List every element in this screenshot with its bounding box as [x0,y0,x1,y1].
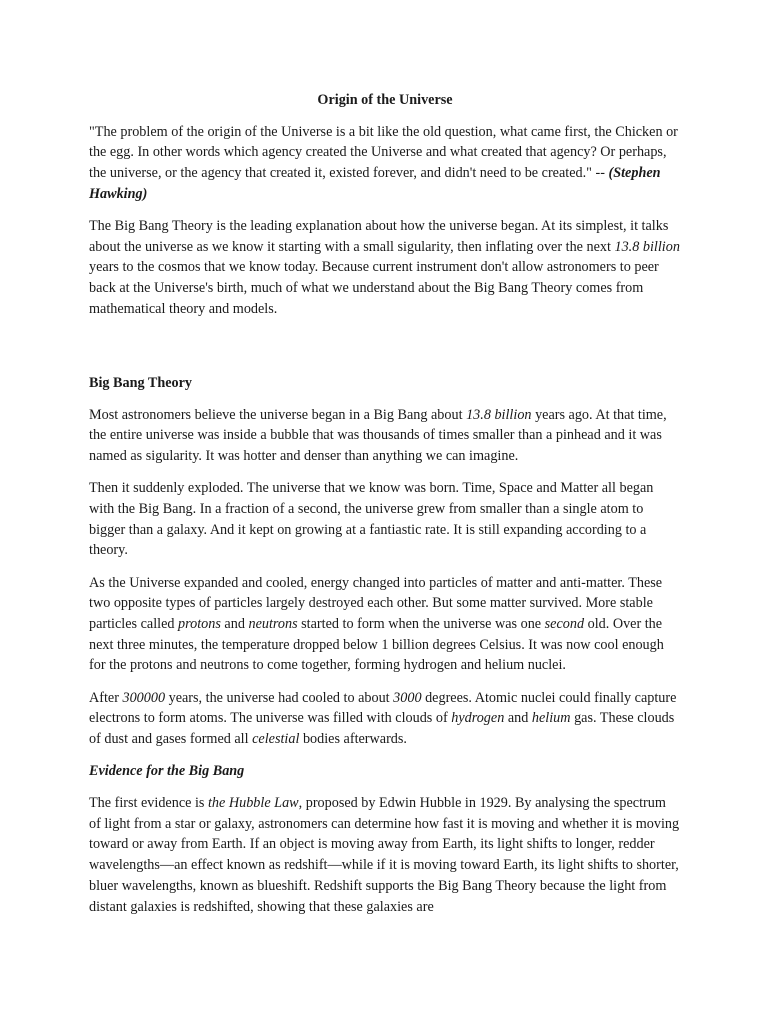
document-body [89,90,681,929]
p4-text-4: and [504,710,532,727]
p1-emphasis-age: 13.8 billion [466,406,532,423]
p3-text-1: As the Universe expanded and cooled, energy changed into particles of matter and anti-matter. These two opposite types of particles largely destroyed each other. But some matter survived. More stable particles called [89,574,663,633]
p3-text-4: old. Over the next three minutes, the temperature dropped below 1 billion degrees Celsius. It was now cool enough for the protons and neutrons to come together, forming hydrogen and helium nuclei. [89,616,664,674]
p3-emphasis-protons: protons [178,616,221,633]
section-heading-big-bang-theory: Big Bang Theory [89,375,193,392]
big-bang-paragraph-3 [89,573,681,677]
p4-emphasis-hydrogen: hydrogen [451,710,505,727]
intro-emphasis-age: 13.8 billion [614,238,680,255]
p4-emphasis-degrees: 3000 [393,689,422,706]
p4-emphasis-celestial: celestial [252,731,300,748]
section-heading-evidence: Evidence for the Big Bang [89,763,245,780]
hawking-quote [89,122,681,205]
big-bang-paragraph-1 [89,405,681,467]
p3-emphasis-second: second [544,616,585,633]
e1-text-1: The first evidence is [89,794,208,811]
p4-emphasis-years: 300000 [122,689,166,706]
p4-text-3: degrees. Atomic nuclei could finally capture electrons to form atoms. The universe was filled with clouds of [89,689,677,727]
e1-text-2: , proposed by Edwin Hubble in 1929. By analysing the spectrum of light from a star or galaxy, astronomers can determine how fast it is moving and whether it is moving toward or away from Earth. If an object is moving away from Earth, its light shifts to longer, redder wavelengths—an effect known as redshift—while if it is moving toward Earth, its light shifts to shorter, bluer wavelengths, known as blueshift. Redshift supports the Big Bang Theory because the light from distant galaxies is redshifted, showing that these galaxies are [89,794,680,915]
quote-text: "The problem of the origin of the Universe is a bit like the old question, what came first, the Chicken or the egg. In other words which agency created the Universe and what created that agency? Or perhaps, the universe, or the agency that created it, existed forever, and didn't need to be created." -- [89,123,678,182]
quote-attribution: (Stephen Hawking) [89,165,661,202]
p1-text-2: years ago. At that time, the entire universe was inside a bubble that was thousands of times smaller than a pinhead and it was named as sigularity. It was hotter and denser than anything we can imagine. [89,406,667,465]
page-title: Origin of the Universe [317,92,453,108]
p4-text-2: years, the universe had cooled to about [165,689,394,706]
p4-text-1: After [89,689,123,706]
section-spacer [89,331,681,373]
big-bang-paragraph-2: Then it suddenly exploded. The universe that we know was born. Time, Space and Matter all began with the Big Bang. In a fraction of a second, the universe grew from smaller than a single atom to bigger than a galaxy. And it kept on growing at a fantiastic rate. It is still expanding according to a theory. [89,480,654,559]
p4-text-5: gas. These clouds of dust and gases formed all [89,710,675,748]
p4-emphasis-helium: helium [531,710,571,727]
e1-emphasis-hubble-law: the Hubble Law [207,794,299,811]
intro-text-1: The Big Bang Theory is the leading explanation about how the universe began. At its simplest, it talks about the universe as we know it starting with a small sigularity, then inflating over the next [89,218,669,255]
evidence-paragraph-1 [89,793,681,917]
p1-text-1: Most astronomers believe the universe began in a Big Bang about [89,406,467,423]
big-bang-paragraph-4 [89,688,681,750]
p4-text-6: bodies afterwards. [299,731,407,748]
intro-paragraph [89,216,681,320]
p3-text-2: and [220,616,249,633]
p3-text-3: started to form when the universe was one [297,616,545,633]
p3-emphasis-neutrons: neutrons [248,616,298,633]
intro-text-2: years to the cosmos that we know today. Because current instrument don't allow astronomers to peer back at the Universe's birth, much of what we understand about the Big Bang Theory comes from mathematical theory and models. [89,259,659,317]
